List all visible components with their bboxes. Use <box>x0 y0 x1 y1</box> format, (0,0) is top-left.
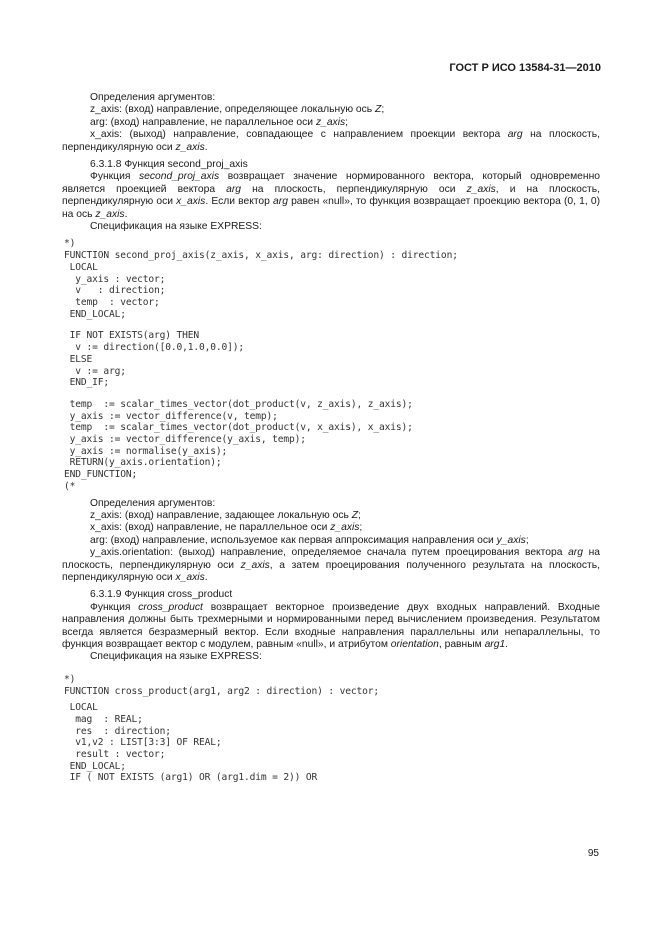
argument-definitions-title: Определения аргументов: <box>90 92 216 103</box>
y-axis-orientation-definition: y_axis.orientation: (выход) направление, определяемое сначала путем проецирования вектора arg на плоскость, перпендикулярную оси z_axis, а затем проецирования полученного результата на плоскость, перпендикулярную оси x_axis. <box>62 547 600 583</box>
document-header: ГОСТ Р ИСО 13584-31—2010 <box>449 62 601 74</box>
express-spec-label: Спецификация на языке EXPRESS: <box>90 221 262 233</box>
argument-definitions-title: Определения аргументов: <box>90 497 216 509</box>
code-block-cross-product-local: LOCAL mag : REAL; res : direction; v1,v2 : LIST[3:3] OF REAL; result : vector; END_LOCAL; IF ( NOT EXISTS (arg1) OR (arg1.dim = 2)) OR <box>69 702 318 784</box>
page-content <box>62 92 600 784</box>
x-axis-definition: x_axis: (выход) направление, совпадающее с направлением проекции вектора arg на плоскость, перпендикулярную оси z_axis. <box>62 129 600 153</box>
section-heading-cross-product: 6.3.1.9 Функция cross_product <box>90 589 233 601</box>
code-block-cross-product-header: *) FUNCTION cross_product(arg1, arg2 : direction) : vector; <box>64 673 380 697</box>
arg-definition: arg: (вход) направление, не параллельное оси z_axis; <box>90 116 348 128</box>
code-block-if-exists: IF NOT EXISTS(arg) THEN v := direction([0.0,1.0,0.0]); ELSE v := arg; END_IF; <box>69 330 245 389</box>
code-block-function-header: *) FUNCTION second_proj_axis(z_axis, x_axis, arg: direction) : direction; LOCAL y_axis : vector; v : direction; temp : vector; END_LOCAL; <box>64 238 458 320</box>
z-axis-definition: z_axis: (вход) направление, задающее локальную ось Z; <box>90 509 361 521</box>
cross-product-description: Функция cross_product возвращает векторное произведение двух входных направлений. Входные направления должны быть трехмерными и нормированными перед вычислением произведения. Результатом всегда является безразмерный вектор. Если входные направления параллельны или непараллельны, то функция возвращает вектор с модулем, равным «null», и атрибутом orientation, равным arg1. <box>62 601 601 650</box>
page-number: 95 <box>587 848 599 859</box>
express-spec-label: Спецификация на языке EXPRESS: <box>90 651 262 663</box>
arg-definition: arg: (вход) направление, используемое как первая аппроксимация направления оси y_axis; <box>90 534 529 546</box>
second-proj-axis-description: Функция second_proj_axis возвращает значение нормированного вектора, который одновременно является проекцией вектора arg на плоскость, перпендикулярную оси z_axis, и на плоскость, перпендикулярную оси x_axis. Если вектор arg равен «null», то функция возвращает проекцию вектора (0, 1, 0) на ось z_axis. <box>62 171 601 220</box>
section-heading-second-proj-axis: 6.3.1.8 Функция second_proj_axis <box>90 159 248 171</box>
z-axis-definition: z_axis: (вход) направление, определяющее локальную ось Z; <box>90 104 385 116</box>
code-block-body: temp := scalar_times_vector(dot_product(v, z_axis), z_axis); y_axis := vector_difference(v, temp); temp := scalar_times_vector(dot_product(v, x_axis), x_axis); y_axis := vector_difference(y_axis, temp); y_axis := normalise(y_axis); RETURN(y_axis.orientation); END_FUNCTION; (* <box>64 398 413 492</box>
x-axis-definition: x_axis: (вход) направление, не параллельное оси z_axis; <box>90 522 363 534</box>
